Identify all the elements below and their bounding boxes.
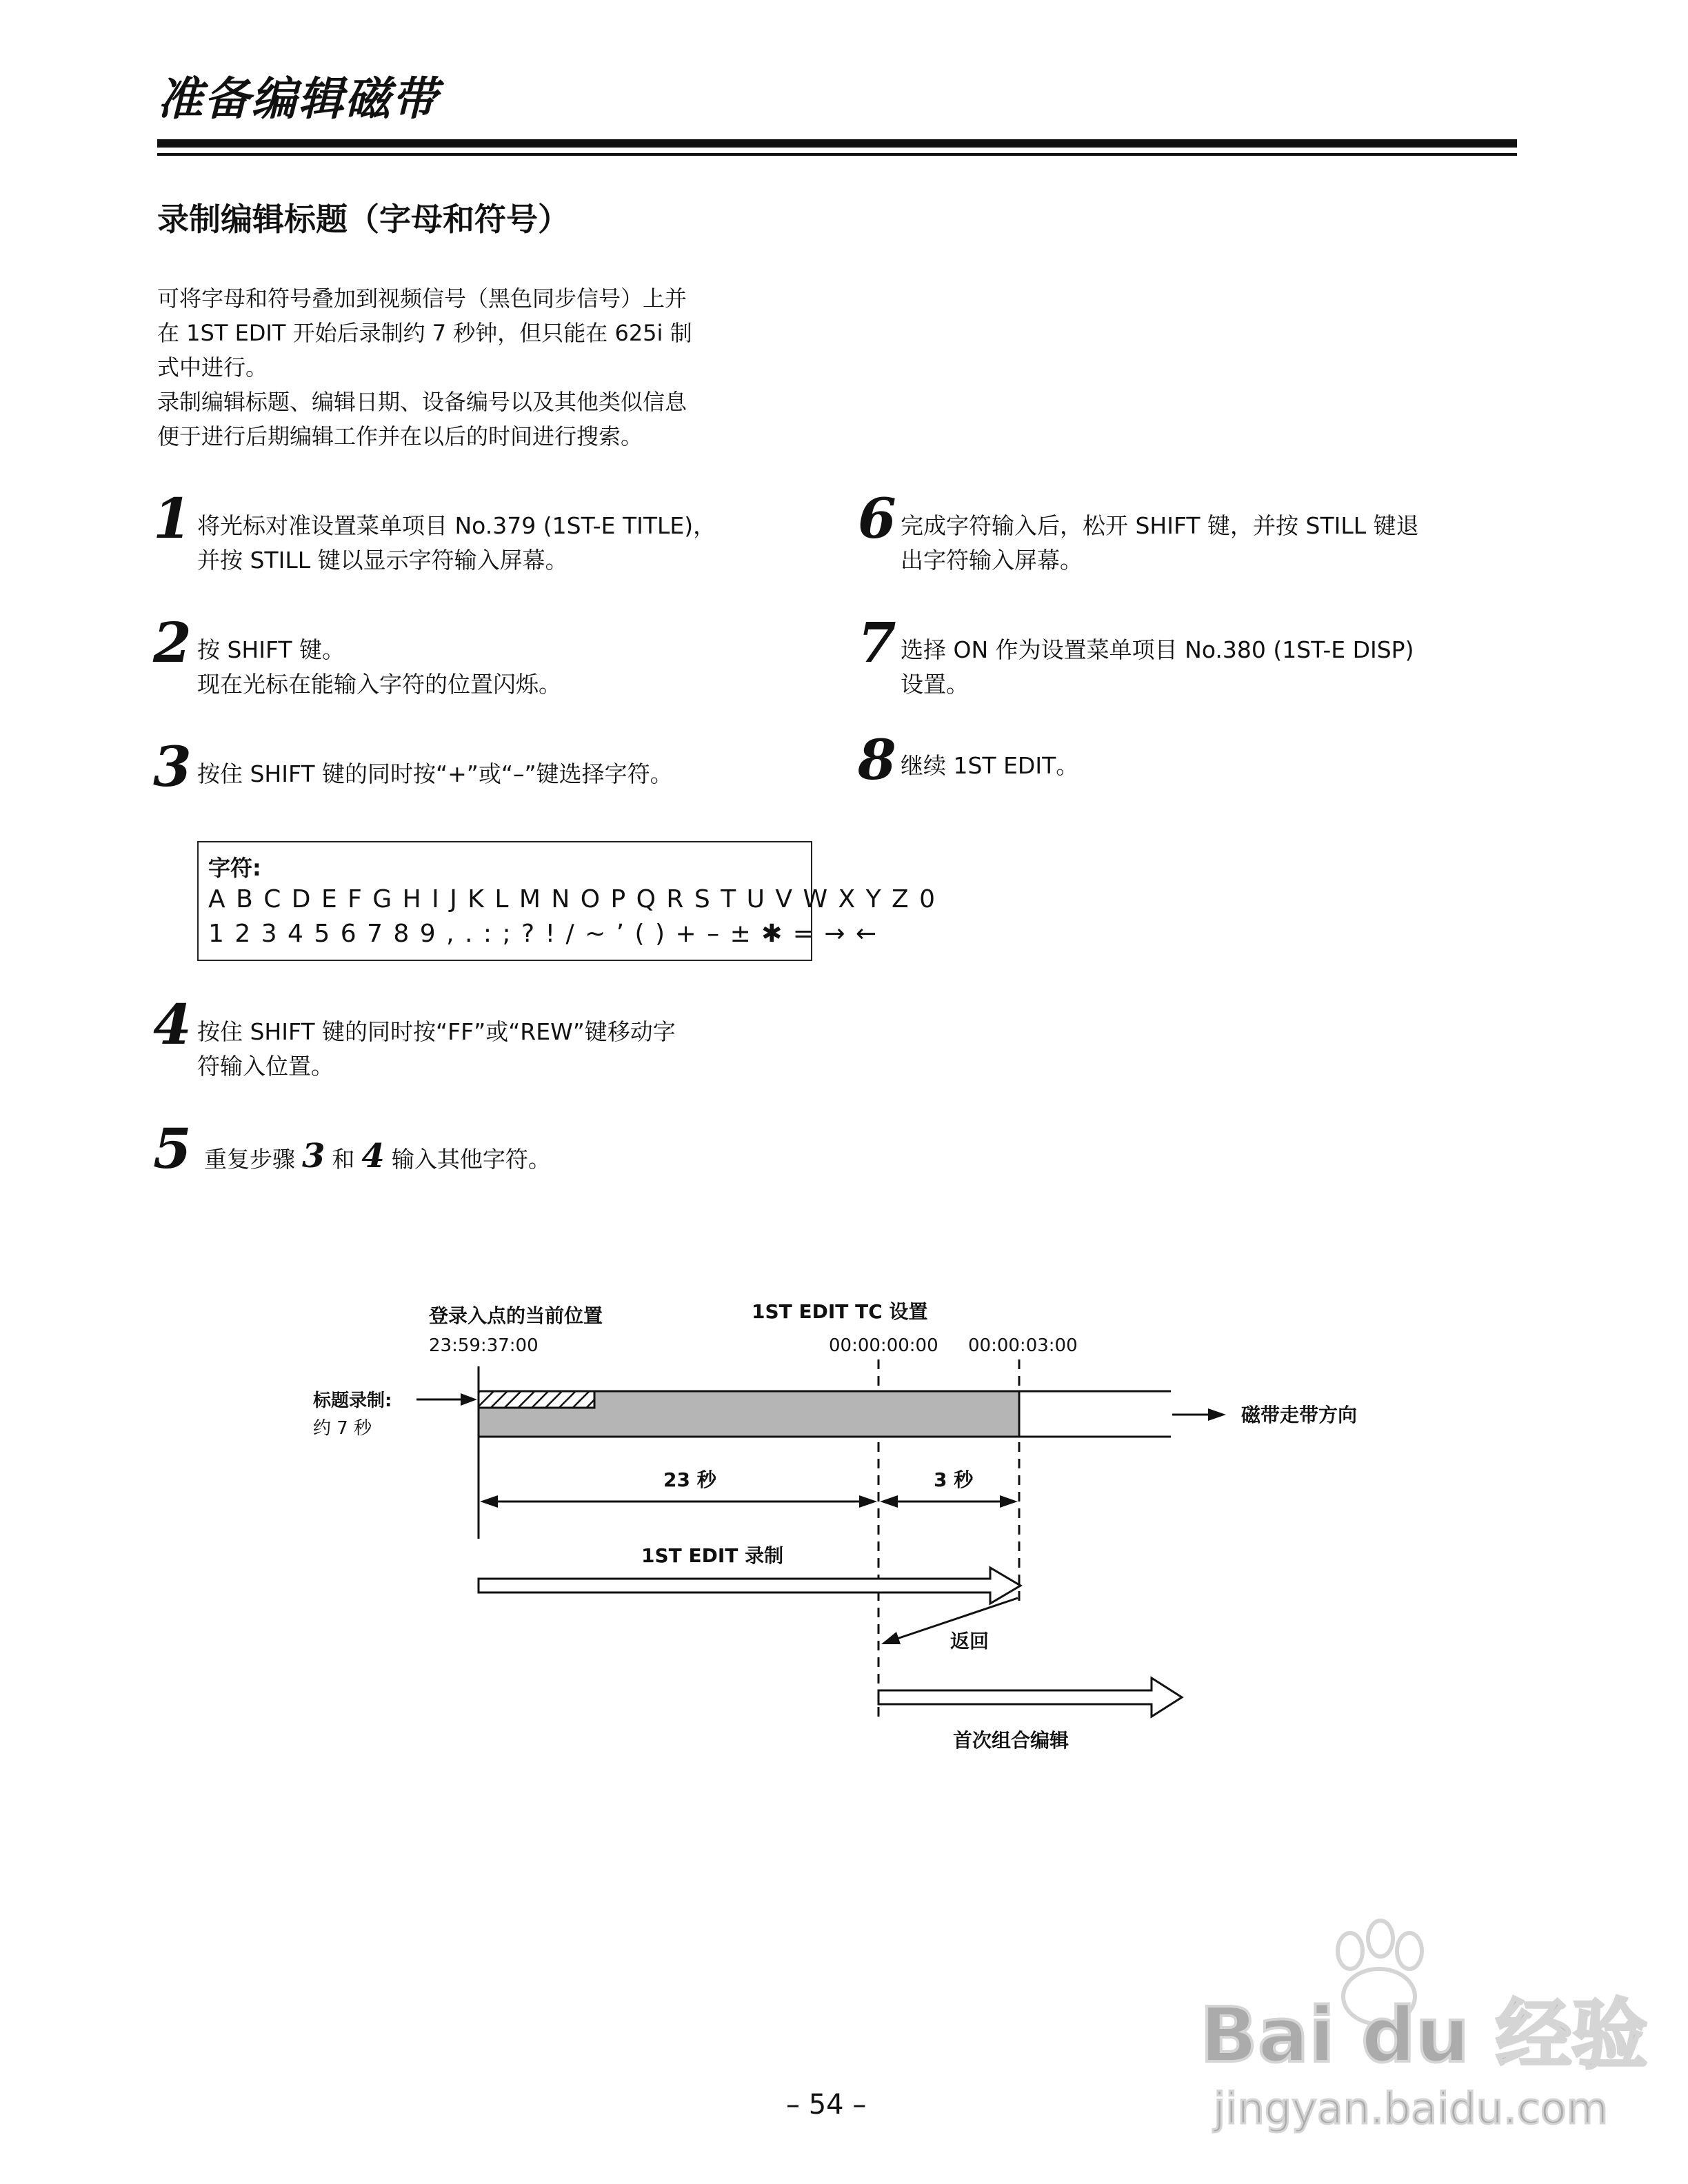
step-1-line-1: 将光标对准设置菜单项目 No.379 (1ST-E TITLE)，	[197, 512, 716, 539]
intro-line: 可将字母和符号叠加到视频信号（黑色同步信号）上并	[157, 285, 687, 312]
step-5-post: 输入其他字符。	[391, 1146, 551, 1173]
step-number: 7	[858, 610, 896, 675]
step-number: 3	[153, 734, 192, 799]
step-number: 1	[153, 486, 192, 551]
baidu-jingyan-watermark	[1186, 1903, 1648, 2165]
entry-point-label: 登录入点的当前位置	[429, 1304, 603, 1327]
span-3s-right-head	[1000, 1495, 1018, 1508]
tape-direction-arrow-head	[1208, 1408, 1226, 1421]
span-23s-label: 23 秒	[663, 1468, 716, 1491]
title-recording-label: 标题录制:	[313, 1391, 392, 1411]
span-3s-label: 3 秒	[934, 1468, 974, 1491]
title-recording-segment	[479, 1391, 594, 1408]
character-set-symbols: 1 2 3 4 5 6 7 8 9 , . : ; ? ! / ~ ’ ( ) + – ± ✱ = → ←	[208, 920, 878, 948]
step-8-line-1: 继续 1ST EDIT。	[901, 752, 1079, 779]
entry-point-timecode: 23:59:37:00	[429, 1335, 539, 1356]
step-6-line-2: 出字符输入屏幕。	[901, 547, 1083, 574]
page-number: – 54 –	[786, 2089, 867, 2121]
tape-direction-label: 磁带走带方向	[1241, 1404, 1358, 1426]
return-arrow-head	[881, 1632, 901, 1644]
tc-end-timecode: 00:00:03:00	[968, 1335, 1078, 1356]
step-ref-3: 3	[302, 1137, 325, 1175]
character-set-label: 字符:	[208, 855, 261, 881]
first-edit-recording-arrow	[479, 1568, 1021, 1604]
intro-line: 便于进行后期编辑工作并在以后的时间进行搜索。	[157, 423, 643, 449]
step-2-line-1: 按 SHIFT 键。	[197, 636, 345, 663]
section-heading: 录制编辑标题（字母和符号）	[157, 201, 570, 238]
step-2-line-2: 现在光标在能输入字符的位置闪烁。	[197, 671, 561, 698]
step-4-line-2: 符输入位置。	[197, 1053, 334, 1080]
return-label: 返回	[950, 1630, 989, 1652]
step-5-pre: 重复步骤	[204, 1146, 295, 1173]
step-number: 5	[153, 1116, 192, 1181]
step-number: 8	[858, 727, 896, 792]
watermark-brand: Bai du 经验	[1200, 1991, 1648, 2079]
step-7-line-2: 设置。	[901, 671, 969, 698]
step-ref-4: 4	[361, 1137, 385, 1175]
first-assemble-edit-label: 首次组合编辑	[953, 1729, 1069, 1752]
step-number: 4	[153, 992, 192, 1057]
tc-setting-label: 1ST EDIT TC 设置	[752, 1300, 928, 1323]
intro-line: 在 1ST EDIT 开始后录制约 7 秒钟，但只能在 625i 制	[157, 320, 692, 346]
step-4-line-1: 按住 SHIFT 键的同时按“FF”或“REW”键移动字	[197, 1018, 676, 1045]
step-number: 6	[858, 486, 896, 551]
step-5-mid: 和	[332, 1146, 355, 1173]
span-23s-left-head	[480, 1495, 498, 1508]
character-set-letters: A B C D E F G H I J K L M N O P Q R S T U V W X Y Z 0	[208, 885, 937, 913]
step-1-line-2: 并按 STILL 键以显示字符输入屏幕。	[197, 547, 568, 574]
title-recording-arrow-head	[461, 1393, 477, 1406]
intro-line: 式中进行。	[157, 354, 268, 381]
page-title: 准备编辑磁带	[157, 72, 439, 125]
first-edit-recording-label: 1ST EDIT 录制	[641, 1544, 784, 1567]
intro-line: 录制编辑标题、编辑日期、设备编号以及其他类似信息	[157, 389, 687, 415]
step-3-line-1: 按住 SHIFT 键的同时按“+”或“–”键选择字符。	[197, 760, 673, 787]
span-3s-left-head	[880, 1495, 898, 1508]
step-7-line-1: 选择 ON 作为设置菜单项目 No.380 (1ST-E DISP)	[901, 636, 1414, 663]
span-23s-right-head	[859, 1495, 877, 1508]
watermark-url: jingyan.baidu.com	[1214, 2083, 1609, 2134]
step-6-line-1: 完成字符输入后，松开 SHIFT 键，并按 STILL 键退	[901, 512, 1419, 539]
first-assemble-edit-arrow	[878, 1678, 1182, 1717]
step-number: 2	[153, 610, 192, 675]
tc-start-timecode: 00:00:00:00	[829, 1335, 938, 1356]
title-recording-duration: 约 7 秒	[313, 1418, 372, 1439]
